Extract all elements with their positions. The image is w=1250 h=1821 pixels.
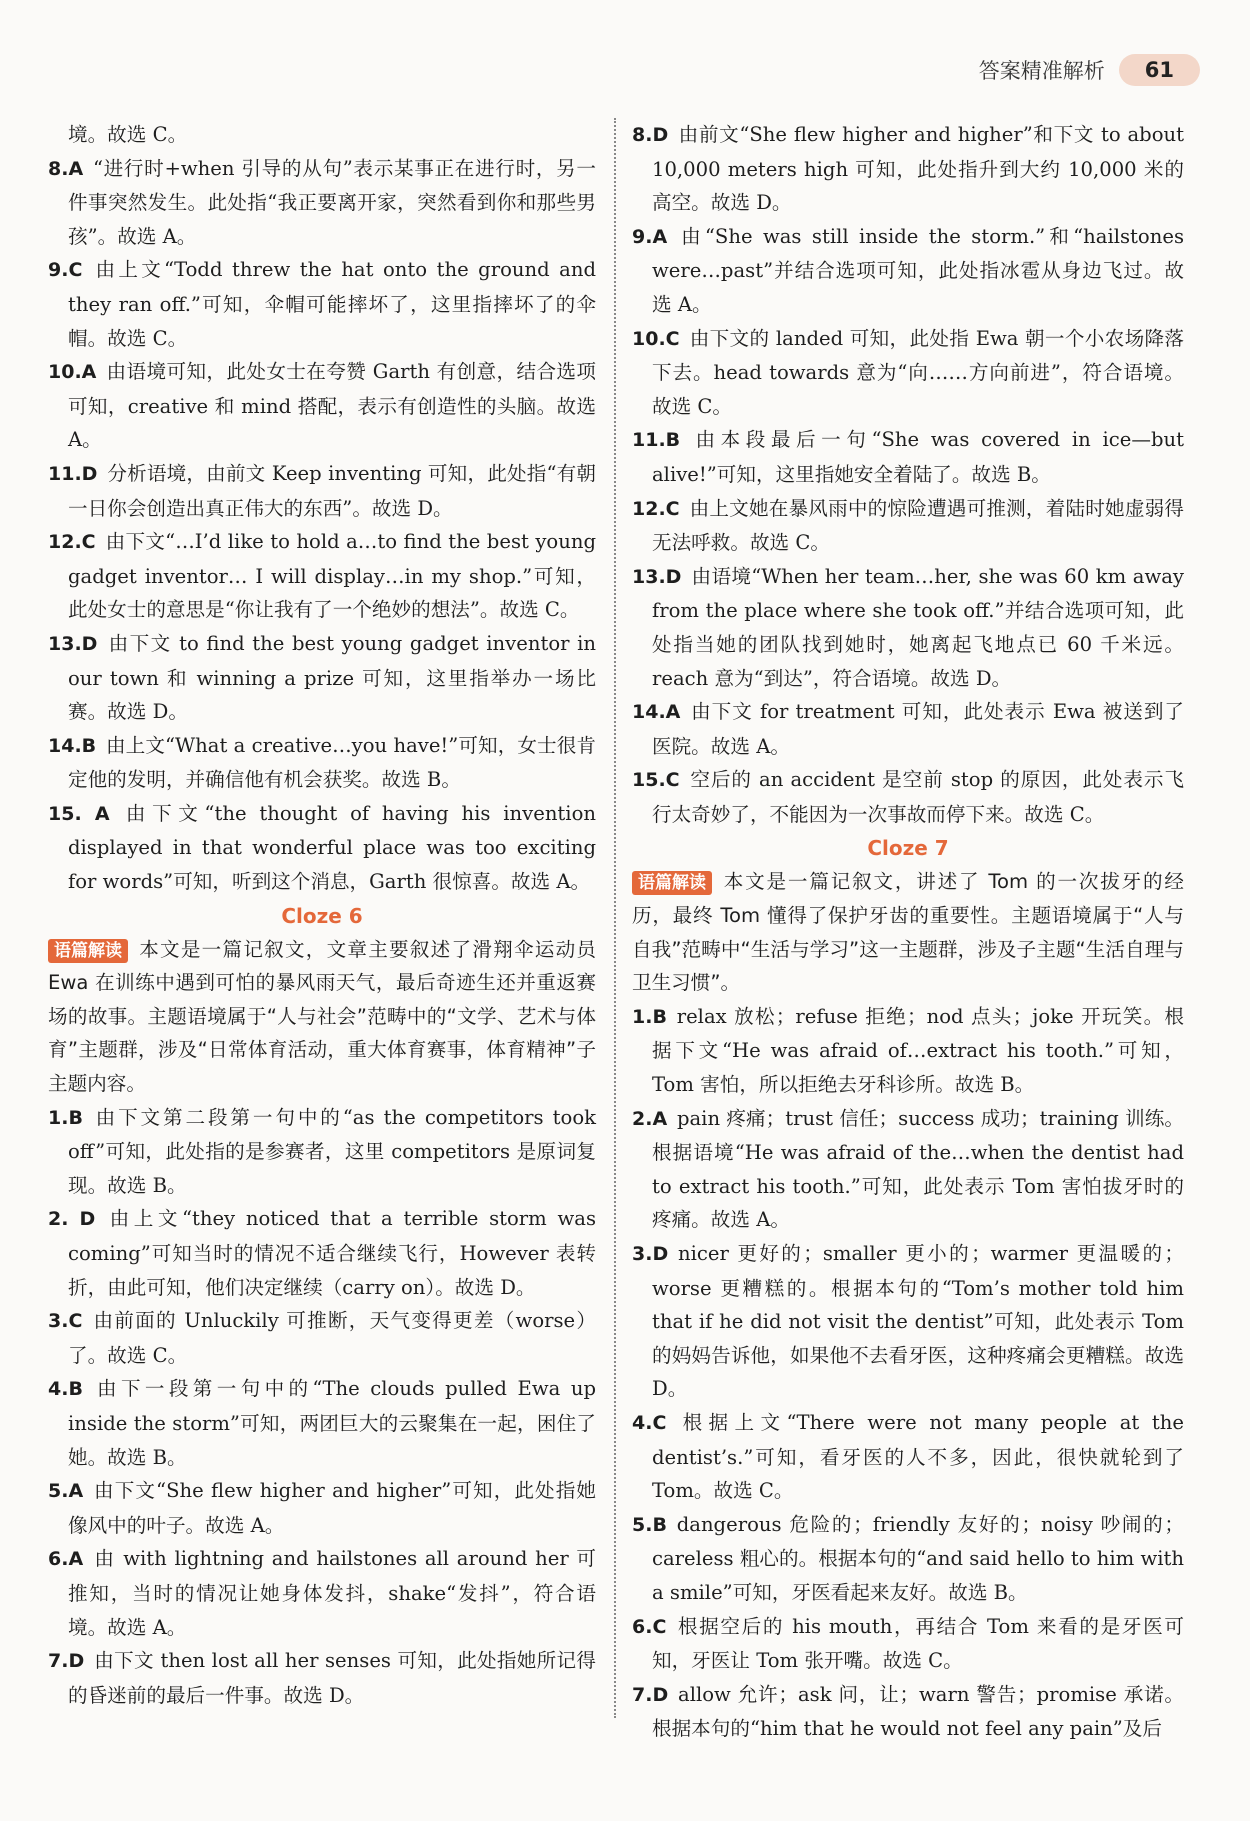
left-column bbox=[48, 118, 596, 1712]
answer-number: 14.A bbox=[632, 701, 681, 724]
passage-analysis-badge: 语篇解读 bbox=[48, 939, 128, 963]
answer-number: 5.A bbox=[48, 1480, 84, 1503]
answer-number: 11.B bbox=[632, 429, 681, 452]
answer-item bbox=[632, 763, 1184, 831]
answer-number: 3.C bbox=[48, 1310, 83, 1333]
answer-number: 7.D bbox=[48, 1650, 85, 1673]
answer-explanation: 由本段最后一句“She was covered in ice—but alive!”可知，这里指她安全着陆了。故选 B。 bbox=[652, 428, 1184, 486]
answer-number: 7.D bbox=[632, 1683, 669, 1706]
answer-explanation: 由前面的 Unluckily 可推断，天气变得更差（worse）了。故选 C。 bbox=[68, 1309, 596, 1367]
answer-explanation: 由下文“…I’d like to hold a…to find the best young gadget inventor… I will display…in my shop.”可知，此处女士的意思是“你让我有了一个绝妙的想法”。故选 C。 bbox=[68, 530, 596, 622]
answer-explanation: 由下文“She flew higher and higher”可知，此处指她像风中的叶子。故选 A。 bbox=[68, 1479, 596, 1537]
answer-item bbox=[632, 118, 1184, 220]
answer-item bbox=[632, 1610, 1184, 1678]
answer-number: 4.B bbox=[48, 1378, 83, 1401]
answer-explanation: 由下文 for treatment 可知，此处表示 Ewa 被送到了医院。故选 A。 bbox=[652, 700, 1184, 758]
answer-item bbox=[48, 627, 596, 729]
answer-number: 10.C bbox=[632, 327, 680, 350]
answer-number: 1.B bbox=[632, 1005, 667, 1028]
answer-number: 2. D bbox=[48, 1208, 96, 1231]
answer-item bbox=[48, 1372, 596, 1474]
answer-explanation: 由 with lightning and hailstones all around her 可推知，当时的情况让她身体发抖，shake“发抖”，符合语境。故选 A。 bbox=[68, 1547, 596, 1639]
page-number: 61 bbox=[1119, 54, 1200, 86]
answer-item bbox=[632, 1678, 1184, 1746]
passage-analysis bbox=[632, 865, 1184, 999]
header-title: 答案精准解析 bbox=[978, 59, 1105, 83]
answer-item bbox=[48, 729, 596, 797]
answer-explanation: dangerous 危险的；friendly 友好的；noisy 吵闹的；careless 粗心的。根据本句的“and said hello to him with a smile”可知，牙医看起来友好。故选 B。 bbox=[652, 1512, 1184, 1604]
passage-analysis bbox=[48, 933, 596, 1101]
right-column bbox=[632, 118, 1184, 1746]
answer-explanation: 由下文第二段第一句中的“as the competitors took off”可知，此处指的是参赛者，这里 competitors 是原词复现。故选 B。 bbox=[68, 1105, 596, 1197]
answer-explanation: 由下一段第一句中的“The clouds pulled Ewa up inside the storm”可知，两团巨大的云聚集在一起，困住了她。故选 B。 bbox=[68, 1377, 596, 1469]
answer-number: 10.A bbox=[48, 361, 97, 384]
answer-number: 3.D bbox=[632, 1243, 669, 1265]
answer-explanation: 由下文的 landed 可知，此处指 Ewa 朝一个小农场降落下去。head towards 意为“向……方向前进”，符合语境。故选 C。 bbox=[652, 326, 1184, 418]
answer-number: 5.B bbox=[632, 1513, 667, 1536]
answer-number: 6.A bbox=[48, 1548, 84, 1571]
answer-explanation: 由上文“What a creative…you have!”可知，女士很肯定他的发明，并确信他有机会获奖。故选 B。 bbox=[68, 733, 596, 792]
answer-number: 4.C bbox=[632, 1411, 667, 1434]
answer-item bbox=[632, 423, 1184, 491]
answer-item bbox=[48, 1474, 596, 1542]
answer-item bbox=[48, 457, 596, 525]
answer-explanation: 由语境“When her team…her, she was 60 km away from the place where she took off.”并结合选项可知，此处指当她的团队找到她时，她离起飞地点已 60 千米远。reach 意为“到达”，符合语境。故选 D。 bbox=[652, 564, 1184, 690]
answer-item bbox=[48, 525, 596, 627]
answer-explanation: nicer 更好的；smaller 更小的；warmer 更温暖的；worse 更糟糕的。根据本句的“Tom’s mother told him that if he did not visit the dentist”可知，此处表示 Tom 的妈妈告诉他，如果他不去看牙医，这种疼痛会更糟糕。故选 D。 bbox=[652, 1242, 1184, 1401]
answer-explanation: “进行时+when 引导的从句”表示某事正在进行时，另一件事突然发生。此处指“我正要离开家，突然看到你和那些男孩”。故选 A。 bbox=[68, 156, 596, 248]
answer-item bbox=[632, 1406, 1184, 1508]
passage-analysis-text: 本文是一篇记叙文，文章主要叙述了滑翔伞运动员 Ewa 在训练中遇到可怕的暴风雨天气，最后奇迹生还并重返赛场的故事。主题语境属于“人与社会”范畴中的“文学、艺术与体育”主题群，涉及“日常体育活动，重大体育赛事，体育精神”子主题内容。 bbox=[48, 937, 596, 1096]
answer-explanation: 由上文她在暴风雨中的惊险遭遇可推测，着陆时她虚弱得无法呼救。故选 C。 bbox=[652, 496, 1184, 555]
answer-item bbox=[48, 1101, 596, 1203]
section-title: Cloze 6 bbox=[281, 903, 363, 928]
answer-number: 8.D bbox=[632, 124, 669, 146]
answer-item bbox=[48, 1644, 596, 1712]
answer-item bbox=[48, 355, 596, 457]
section-title: Cloze 7 bbox=[867, 836, 949, 861]
page-header bbox=[979, 48, 1200, 92]
answer-explanation: 由下文“the thought of having his invention displayed in that wonderful place was too exciting for words”可知，听到这个消息，Garth 很惊喜。故选 A。 bbox=[68, 801, 596, 894]
answer-explanation: 根据上文“There were not many people at the dentist’s.”可知，看牙医的人不多，因此，很快就轮到了 Tom。故选 C。 bbox=[652, 1410, 1184, 1503]
answer-item bbox=[632, 1000, 1184, 1102]
answer-number: 15.C bbox=[632, 769, 680, 792]
answer-number: 9.A bbox=[632, 225, 668, 248]
answer-item bbox=[632, 322, 1184, 424]
answer-explanation: 由前文“She flew higher and higher”和下文 to about 10,000 meters high 可知，此处指升到大约 10,000 米的高空。故选 D。 bbox=[652, 123, 1184, 215]
answer-number: 6.C bbox=[632, 1615, 667, 1638]
column-divider bbox=[614, 118, 616, 1718]
answer-explanation: 由上文“they noticed that a terrible storm was coming”可知当时的情况不适合继续飞行，However 表转折，由此可知，他们决定继续（carry on）。故选 D。 bbox=[68, 1207, 597, 1299]
answer-number: 13.D bbox=[48, 632, 98, 655]
answer-item bbox=[632, 1508, 1184, 1610]
answer-explanation: 由下文 then lost all her senses 可知，此处指她所记得的昏迷前的最后一件事。故选 D。 bbox=[68, 1649, 596, 1707]
answer-explanation: 空后的 an accident 是空前 stop 的原因，此处表示飞行太奇妙了，不能因为一次事故而停下来。故选 C。 bbox=[652, 768, 1184, 826]
answer-number: 12.C bbox=[632, 497, 680, 520]
answer-item bbox=[632, 220, 1184, 322]
answer-explanation: 由语境可知，此处女士在夸赞 Garth 有创意，结合选项可知，creative 和 mind 搭配，表示有创造性的头脑。故选 A。 bbox=[68, 360, 596, 452]
answer-item bbox=[48, 1304, 596, 1372]
answer-item bbox=[48, 253, 596, 355]
answer-item bbox=[632, 492, 1184, 560]
answer-item bbox=[632, 560, 1184, 695]
answer-explanation: relax 放松；refuse 拒绝；nod 点头；joke 开玩笑。根据下文“He was afraid of…extract his tooth.”可知，Tom 害怕，所以拒绝去牙科诊所。故选 B。 bbox=[652, 1004, 1184, 1097]
answer-explanation: pain 疼痛；trust 信任；success 成功；training 训练。根据语境“He was afraid of the…when the dentist had to extract his tooth.”可知，此处表示 Tom 害怕拔牙时的疼痛。故选 A。 bbox=[652, 1106, 1184, 1232]
answer-explanation: 由上文“Todd threw the hat onto the ground and they ran off.”可知，伞帽可能摔坏了，这里指摔坏了的伞帽。故选 C。 bbox=[68, 258, 596, 350]
answer-number: 14.B bbox=[48, 734, 97, 757]
answer-explanation: 根据空后的 his mouth，再结合 Tom 来看的是牙医可知，牙医让 Tom 张开嘴。故选 C。 bbox=[652, 1614, 1184, 1673]
answer-item bbox=[48, 1542, 596, 1644]
answer-item bbox=[632, 1102, 1184, 1237]
answer-explanation: allow 允许；ask 问，让；warn 警告；promise 承诺。根据本句的“him that he would not feel any pain”及后 bbox=[652, 1682, 1184, 1741]
answer-number: 2.A bbox=[632, 1107, 668, 1130]
answer-number: 12.C bbox=[48, 531, 96, 554]
answer-item bbox=[48, 152, 596, 254]
answer-number: 1.B bbox=[48, 1106, 83, 1129]
answer-item bbox=[632, 695, 1184, 763]
answer-explanation: 由下文 to find the best young gadget inventor in our town 和 winning a prize 可知，这里指举办一场比赛。故选 D。 bbox=[68, 631, 596, 724]
answer-explanation: 由“She was still inside the storm.”和“hailstones were…past”并结合选项可知，此处指冰雹从身边飞过。故选 A。 bbox=[652, 224, 1184, 316]
passage-analysis-badge: 语篇解读 bbox=[632, 871, 712, 895]
answer-item bbox=[48, 1202, 596, 1304]
answer-number: 8.A bbox=[48, 157, 84, 180]
answer-item bbox=[48, 797, 596, 899]
answer-number: 15. A bbox=[48, 802, 110, 825]
answer-continuation: 境。故选 C。 bbox=[68, 123, 188, 146]
answer-explanation: 分析语境，由前文 Keep inventing 可知，此处指“有朝一日你会创造出真正伟大的东西”。故选 D。 bbox=[68, 461, 596, 520]
answer-number: 11.D bbox=[48, 462, 98, 485]
answer-item bbox=[632, 1237, 1184, 1406]
passage-analysis-text: 本文是一篇记叙文，讲述了 Tom 的一次拔牙的经历，最终 Tom 懂得了保护牙齿的重要性。主题语境属于“人与自我”范畴中“生活与学习”这一主题群，涉及子主题“生活自理与卫生习惯”。 bbox=[632, 870, 1184, 995]
answer-number: 9.C bbox=[48, 259, 83, 282]
answer-number: 13.D bbox=[632, 565, 682, 588]
